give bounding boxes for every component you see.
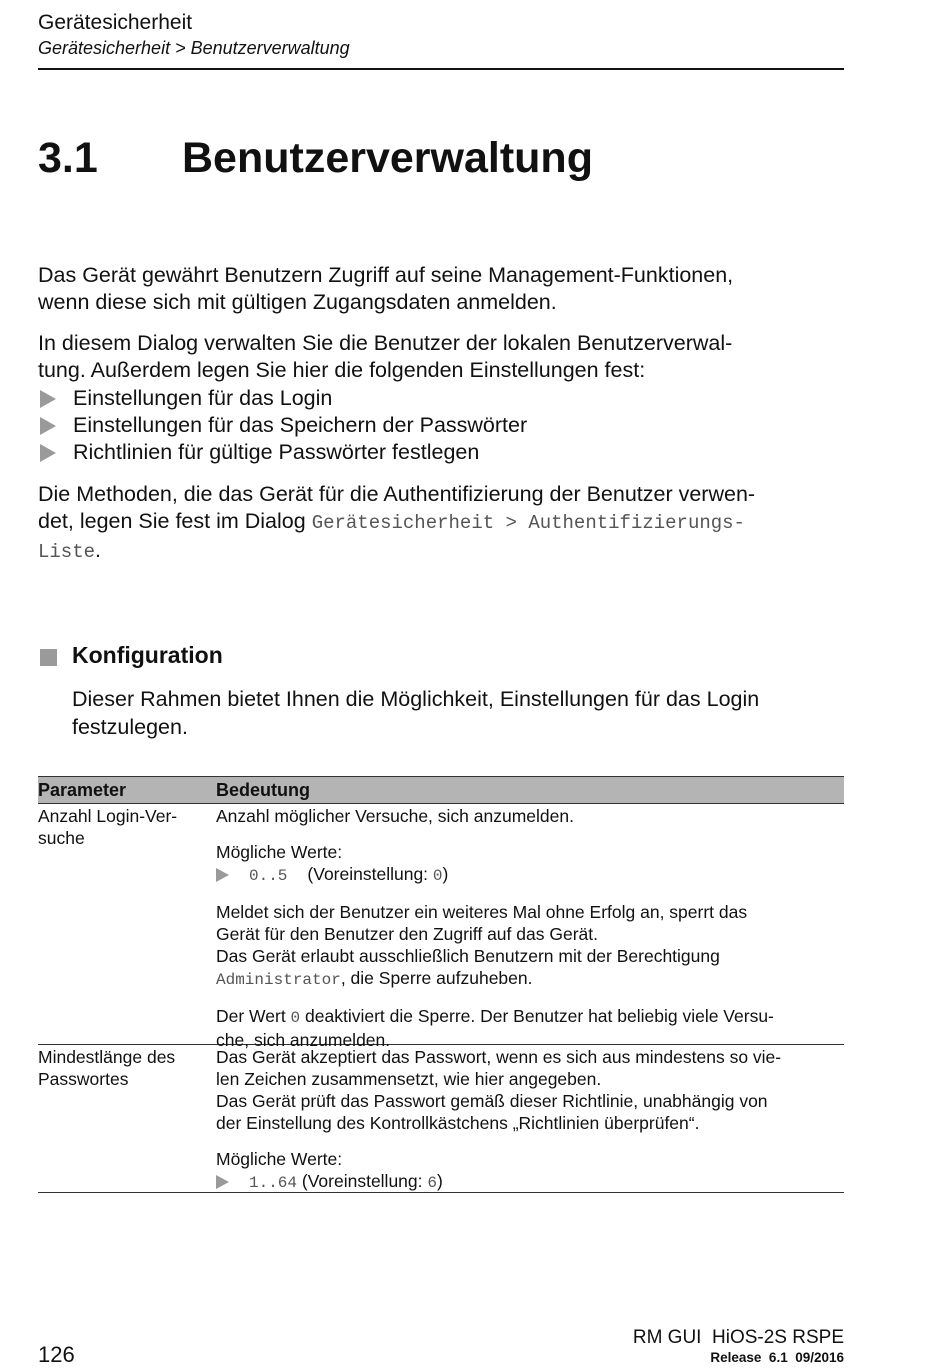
header-divider — [38, 68, 844, 70]
text-line: Mögliche Werte: — [216, 1149, 343, 1169]
bullet-item — [38, 385, 848, 412]
text-line: Meldet sich der Benutzer ein weiteres Mal ohne Erfolg an, sperrt das — [216, 902, 748, 922]
section-square-icon — [40, 649, 57, 666]
section-title: Konfiguration — [72, 642, 223, 668]
text-line: Das Gerät akzeptiert das Passwort, wenn es sich aus mindestens so vie- — [216, 1047, 782, 1067]
default-value: 6 — [427, 1174, 437, 1192]
text-line: suche — [38, 828, 85, 848]
section-intro — [72, 685, 852, 741]
value-range: 1..64 — [249, 1174, 298, 1192]
text-fragment: ) — [442, 864, 449, 884]
parameter-cell — [38, 1046, 216, 1192]
chapter-number: 3.1 — [38, 134, 98, 182]
text-fragment: ) — [436, 1171, 443, 1191]
bullet-item — [38, 439, 848, 466]
triangle-bullet-icon — [40, 417, 56, 435]
text-line — [38, 537, 848, 566]
text-line: Das Gerät prüft das Passwort gemäß dieser Richtlinie, unabhängig von — [216, 1091, 768, 1111]
bullet-text: Einstellungen für das Login — [73, 386, 333, 410]
column-header-parameter: Parameter — [38, 779, 127, 800]
column-header-bedeutung: Bedeutung — [216, 779, 310, 800]
description-cell — [216, 805, 844, 1050]
text-line: Passwortes — [38, 1069, 129, 1089]
text-fragment: . — [95, 538, 101, 562]
table-row — [38, 804, 844, 1050]
text-fragment: (Voreinstellung: — [307, 864, 433, 884]
text-line: Mögliche Werte: — [216, 842, 343, 862]
text-line: Mindestlänge des — [38, 1047, 176, 1067]
text-line: wenn diese sich mit gültigen Zugangsdaten anmelden. — [38, 290, 557, 314]
text-line: tung. Außerdem legen Sie hier die folgenden Einstellungen fest: — [38, 358, 646, 382]
text-line: Anzahl möglicher Versuche, sich anzumelden. — [216, 806, 574, 826]
text-line: Das Gerät gewährt Benutzern Zugriff auf seine Management-Funktionen, — [38, 263, 734, 287]
table-header — [38, 776, 844, 804]
chapter-heading — [38, 132, 593, 184]
text-line: In diesem Dialog verwalten Sie die Benutzer der lokalen Benutzerverwal- — [38, 331, 733, 355]
running-header-breadcrumb: Gerätesicherheit > Benutzerverwaltung — [38, 38, 350, 58]
running-header-title: Gerätesicherheit — [38, 11, 193, 34]
text-line: Anzahl Login-Ver- — [38, 806, 178, 826]
triangle-bullet-icon — [216, 868, 229, 882]
dialog-path: Gerätesicherheit > Authentifizierungs- — [311, 512, 745, 534]
triangle-bullet-icon — [40, 444, 56, 462]
text-line — [216, 1005, 844, 1029]
text-fragment: Der Wert — [216, 1006, 291, 1026]
bullet-text: Richtlinien für gültige Passwörter festlegen — [73, 440, 480, 464]
text-fragment: (Voreinstellung: — [297, 1171, 428, 1191]
parameter-cell — [38, 805, 216, 1044]
bullet-item — [38, 412, 848, 439]
text-line: der Einstellung des Kontrollkästchens „Richtlinien überprüfen“. — [216, 1113, 700, 1133]
text-line: festzulegen. — [72, 715, 188, 739]
triangle-bullet-icon — [40, 390, 56, 408]
value-range-line — [216, 863, 844, 887]
intro-paragraph-2 — [38, 330, 848, 384]
text-fragment: deaktiviert die Sperre. Der Benutzer hat beliebig viele Versu- — [300, 1006, 774, 1026]
settings-bullet-list — [38, 385, 848, 466]
text-line: che, sich anzumelden. — [216, 1030, 391, 1050]
text-line — [38, 508, 848, 537]
parameter-table — [38, 776, 844, 1193]
table-row — [38, 1044, 844, 1193]
value-range-line — [216, 1170, 844, 1194]
value-range: 0..5 — [249, 867, 288, 885]
bullet-text: Einstellungen für das Speichern der Passwörter — [73, 413, 528, 437]
permission-name: Administrator — [216, 971, 341, 989]
value-literal: 0 — [290, 1009, 301, 1027]
text-fragment: , die Sperre aufzuheben. — [340, 968, 533, 988]
text-line — [216, 967, 844, 991]
dialog-path: Liste — [38, 541, 96, 563]
chapter-title: Benutzerverwaltung — [182, 134, 593, 182]
text-fragment: det, legen Sie fest im Dialog — [38, 509, 312, 533]
text-line: Das Gerät erlaubt ausschließlich Benutzern mit der Berechtigung — [216, 946, 720, 966]
intro-paragraph-3 — [38, 481, 848, 566]
page-number: 126 — [38, 1342, 75, 1367]
description-cell — [216, 1046, 844, 1192]
text-line: Gerät für den Benutzer den Zugriff auf das Gerät. — [216, 924, 598, 944]
footer-release: Release 6.1 09/2016 — [710, 1350, 844, 1365]
default-value: 0 — [432, 867, 443, 885]
triangle-bullet-icon — [216, 1175, 229, 1189]
intro-paragraph-1 — [38, 262, 848, 316]
footer-doc-title: RM GUI HiOS-2S RSPE — [632, 1327, 844, 1348]
text-line: len Zeichen zusammensetzt, wie hier angegeben. — [216, 1069, 602, 1089]
text-line: Die Methoden, die das Gerät für die Authentifizierung der Benutzer verwen- — [38, 482, 756, 506]
text-line: Dieser Rahmen bietet Ihnen die Möglichkeit, Einstellungen für das Login — [72, 687, 760, 711]
